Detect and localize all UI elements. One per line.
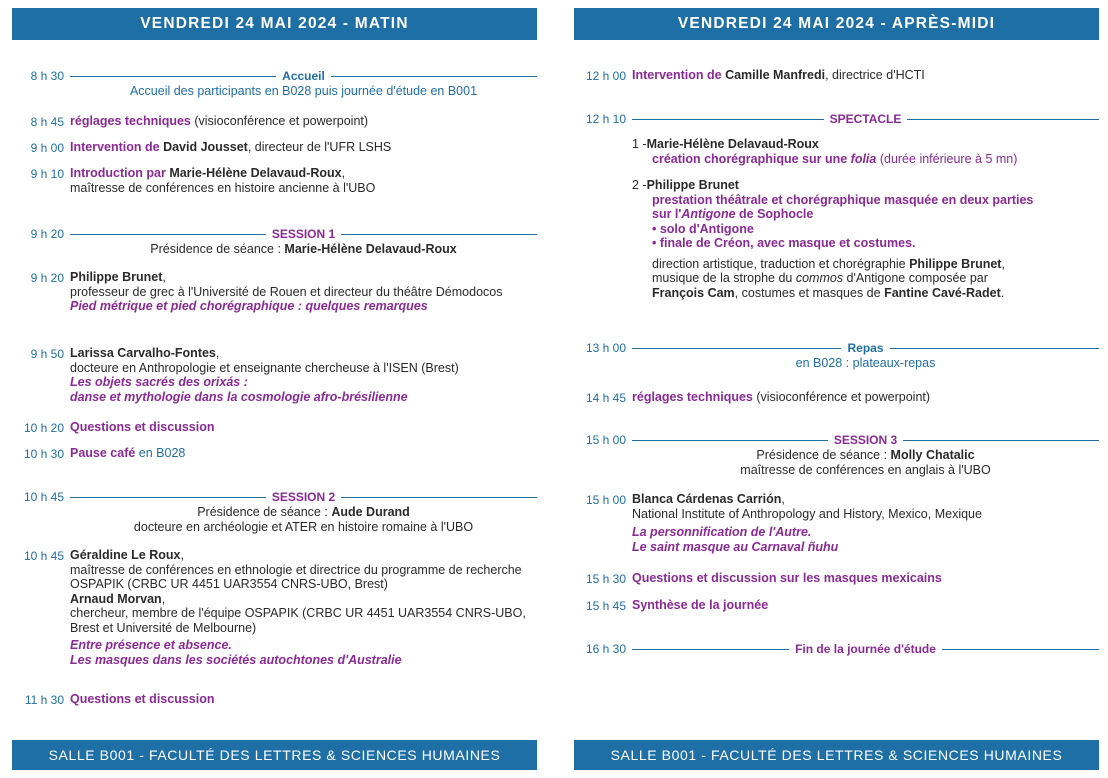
- reglages-title: réglages techniques: [70, 114, 191, 128]
- performance-title-italic: Antigone: [681, 207, 736, 221]
- speaker-name: Blanca Cárdenas Carrión: [632, 492, 782, 506]
- time: 10 h 45: [23, 549, 64, 563]
- intro-role: maîtresse de conférences en histoire ancienne à l'UBO: [70, 180, 376, 195]
- fin-label: Fin de la journée d'étude: [795, 642, 936, 656]
- performance-duration: (durée inférieure à 5 mn): [876, 151, 1018, 166]
- performance-title: prestation théâtrale et chorégraphique masquée en deux parties: [652, 192, 1034, 207]
- comma: ,: [162, 270, 166, 284]
- intervention-rest: , directrice d'HCTI: [825, 68, 925, 82]
- questions-label: Questions et discussion sur les masques mexicains: [632, 571, 942, 585]
- questions-label: Questions et discussion: [70, 420, 215, 434]
- session3-presidence: [632, 448, 1099, 477]
- presidence-name: Aude Durand: [331, 505, 410, 519]
- speaker-role: professeur de grec à l'Université de Rouen et directeur du théâtre Démodocos: [70, 284, 503, 299]
- morning-header: VENDREDI 24 MAI 2024 - MATIN: [12, 8, 537, 40]
- time: 15 h 00: [585, 493, 626, 507]
- credits-name-1: Philippe Brunet: [909, 256, 1002, 271]
- time: 15 h 30: [585, 572, 626, 586]
- spectacle-label: SPECTACLE: [829, 112, 902, 126]
- presidence-lead: Présidence de séance :: [197, 505, 332, 519]
- accueil-label: Accueil: [282, 69, 325, 83]
- accueil-sub: Accueil des participants en B028 puis journée d'étude en B001: [129, 84, 478, 98]
- credits-f: .: [1000, 285, 1005, 300]
- presidence-lead: Présidence de séance :: [150, 242, 285, 256]
- session1-label: SESSION 1: [271, 227, 336, 241]
- morning-footer: SALLE B001 - FACULTÉ DES LETTRES & SCIENCES HUMAINES: [12, 740, 537, 770]
- speaker-role: docteure en Anthropologie et enseignante chercheuse à l'ISEN (Brest): [70, 360, 459, 375]
- performance-title-b: de Sophocle: [735, 207, 814, 221]
- speaker-role-2: chercheur, membre de l'équipe OSPAPIK (CRBC UR 4451 UAR3554 CNRS-UBO, Brest et Université de Melbourne): [70, 606, 526, 635]
- bullet-2: • finale de Créon, avec masque et costumes.: [652, 236, 916, 250]
- comma: ,: [781, 492, 785, 506]
- speaker-name-2: Arnaud Morvan: [70, 591, 162, 606]
- comma: ,: [161, 591, 166, 606]
- time: 10 h 20: [23, 421, 64, 435]
- accueil-separator: [70, 68, 537, 84]
- pause-label: Pause café: [70, 446, 136, 460]
- performer-name: Marie-Hélène Delavaud-Roux: [646, 137, 819, 151]
- repas-label: Repas: [847, 341, 884, 355]
- time: 10 h 30: [23, 447, 64, 461]
- intervention-name: Camille Manfredi: [725, 68, 826, 82]
- afternoon-header: VENDREDI 24 MAI 2024 - APRÈS-MIDI: [574, 8, 1099, 40]
- reglages-rest: (visioconférence et powerpoint): [752, 390, 931, 404]
- questions-label: Questions et discussion: [70, 692, 215, 706]
- time: 14 h 45: [585, 391, 626, 405]
- session2-presidence: [70, 505, 537, 534]
- spectacle-separator: [632, 111, 1099, 127]
- time: 15 h 00: [585, 433, 626, 447]
- comma: ,: [180, 548, 184, 562]
- session2-separator: [70, 489, 537, 505]
- reglages-title: réglages techniques: [632, 390, 753, 404]
- speaker-role: maîtresse de conférences en ethnologie et directrice du programme de recherche OSPAPIK (CRBC UR 4451 UAR3554 CNRS-UBO, Brest): [70, 562, 522, 591]
- repas-sub: en B028 : plateaux-repas: [795, 356, 936, 370]
- morning-column: [12, 8, 537, 770]
- speaker-name: Larissa Carvalho-Fontes: [70, 346, 216, 360]
- spectacle-item-2: [632, 178, 1099, 300]
- speaker-name: Philippe Brunet: [70, 270, 163, 284]
- time: 9 h 00: [30, 141, 64, 155]
- time: 12 h 10: [585, 112, 626, 126]
- time: 12 h 00: [585, 69, 626, 83]
- credits-b: ,: [1001, 256, 1005, 271]
- credits-italic: commos: [795, 271, 844, 285]
- talk-title-line2: Les masques dans les sociétés autochtones d'Australie: [70, 652, 402, 667]
- presidence-name: Marie-Hélène Delavaud-Roux: [284, 242, 457, 256]
- intervention-lead: Intervention de: [70, 140, 164, 154]
- speaker-role: National Institute of Anthropology and History, Mexico, Mexique: [632, 506, 982, 521]
- talk-title-line2: danse et mythologie dans la cosmologie afro-brésilienne: [70, 389, 408, 404]
- performer-name: Philippe Brunet: [646, 178, 739, 192]
- repas-separator: [632, 340, 1099, 356]
- bullet-1: • solo d'Antigone: [652, 221, 754, 236]
- afternoon-column: [574, 8, 1099, 770]
- presidence-name: Molly Chatalic: [890, 448, 975, 462]
- time: 9 h 20: [30, 227, 64, 241]
- presidence-lead: Présidence de séance :: [756, 448, 891, 462]
- session3-label: SESSION 3: [833, 433, 898, 447]
- pause-rest: en B028: [135, 446, 186, 460]
- time: 8 h 45: [30, 115, 64, 129]
- intervention-lead: Intervention de: [632, 68, 726, 82]
- intro-lead: Introduction par: [70, 166, 170, 180]
- time: 13 h 00: [585, 341, 626, 355]
- credits-a: direction artistique, traduction et chorégraphie: [652, 256, 910, 271]
- talk-title-line1: La personnification de l'Autre.: [632, 525, 812, 539]
- credits-name-3: Fantine Cavé-Radet: [884, 285, 1001, 300]
- credits-name-2: François Cam: [652, 285, 735, 300]
- reglages-rest: (visioconférence et powerpoint): [190, 114, 369, 128]
- time: 9 h 10: [30, 167, 64, 181]
- credits: [652, 257, 1099, 301]
- time: 11 h 30: [24, 693, 64, 707]
- presidence-role: maîtresse de conférences en anglais à l'UBO: [740, 462, 991, 477]
- afternoon-footer: SALLE B001 - FACULTÉ DES LETTRES & SCIENCES HUMAINES: [574, 740, 1099, 770]
- time: 10 h 45: [23, 490, 64, 504]
- time: 9 h 20: [30, 271, 64, 285]
- performance-title: création chorégraphique sur une: [652, 151, 851, 166]
- time: 8 h 30: [30, 69, 64, 83]
- credits-c: musique de la strophe du: [652, 271, 796, 285]
- time: 16 h 30: [585, 642, 626, 656]
- session3-separator: [632, 432, 1099, 448]
- session1-presidence: [70, 242, 537, 257]
- fin-separator: [632, 641, 1099, 657]
- intervention-name: David Jousset: [163, 140, 248, 154]
- session1-separator: [70, 226, 537, 242]
- talk-title: Pied métrique et pied chorégraphique : quelques remarques: [70, 299, 428, 313]
- speaker-name: Géraldine Le Roux: [70, 548, 181, 562]
- item-number: 1 -: [632, 137, 647, 151]
- intervention-rest: , directeur de l'UFR LSHS: [247, 140, 392, 154]
- performance-title-a: sur l': [652, 207, 682, 221]
- performance-title-italic: folia: [850, 151, 877, 166]
- time: 9 h 50: [30, 347, 64, 361]
- intro-name: Marie-Hélène Delavaud-Roux: [169, 166, 342, 180]
- session2-label: SESSION 2: [271, 490, 336, 504]
- talk-title-line1: Les objets sacrés des orixás :: [70, 375, 248, 389]
- presidence-role: docteure en archéologie et ATER en histoire romaine à l'UBO: [133, 519, 474, 534]
- comma: ,: [215, 346, 220, 360]
- spectacle-item-1: [632, 137, 1099, 166]
- synthese-label: Synthèse de la journée: [632, 598, 769, 612]
- item-number: 2 -: [632, 178, 647, 192]
- credits-e: , costumes et masques de: [734, 285, 885, 300]
- talk-title-line1: Entre présence et absence.: [70, 638, 232, 652]
- time: 15 h 45: [585, 599, 626, 613]
- intro-comma: ,: [341, 166, 346, 180]
- credits-d: d'Antigone composée par: [843, 271, 988, 285]
- talk-title-line2: Le saint masque au Carnaval ñuhu: [632, 539, 839, 554]
